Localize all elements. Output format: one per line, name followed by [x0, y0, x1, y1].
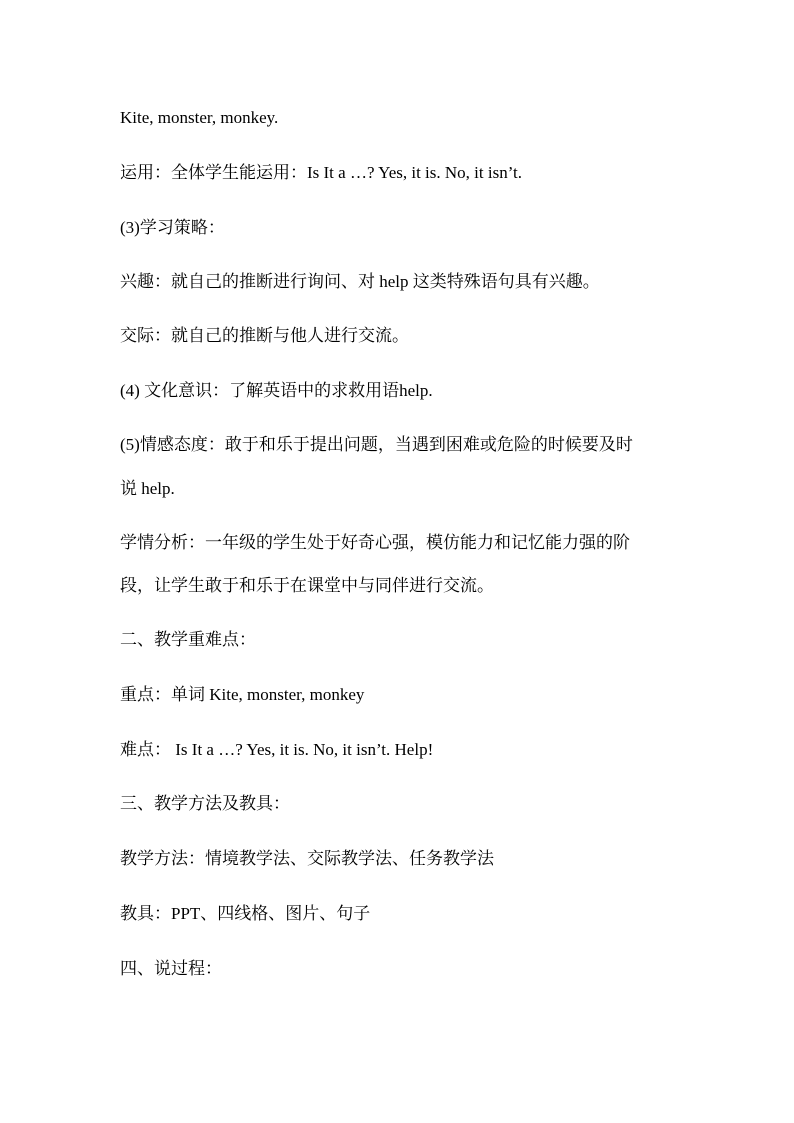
cultural-awareness-line: (4) 文化意识：了解英语中的求救用语help. — [120, 381, 433, 400]
student-analysis-line: 学情分析：一年级的学生处于好奇心强，模仿能力和记忆能力强的阶 — [120, 533, 630, 552]
section-heading-process: 四、说过程： — [120, 959, 222, 978]
difficult-point-line: 难点： Is It a …? Yes, it is. No, it isn’t. Help! — [120, 740, 434, 759]
emotional-attitude-line-continued: 说 help. — [120, 479, 175, 498]
usage-line: 运用：全体学生能运用：Is It a …? Yes, it is. No, it isn’t. — [120, 163, 523, 182]
student-analysis-line-continued: 段，让学生敢于和乐于在课堂中与同伴进行交流。 — [120, 576, 494, 595]
interest-line: 兴趣：就自己的推断进行询问、对 help 这类特殊语句具有兴趣。 — [120, 272, 600, 291]
section-heading-methods: 三、教学方法及教具： — [120, 794, 290, 813]
key-point-line: 重点：单词 Kite, monster, monkey — [120, 685, 365, 704]
teaching-methods-line: 教学方法：情境教学法、交际教学法、任务教学法 — [120, 849, 494, 868]
vocabulary-line: Kite, monster, monkey. — [120, 108, 279, 127]
teaching-aids-line: 教具：PPT、四线格、图片、句子 — [120, 904, 371, 923]
section-heading-key-points: 二、教学重难点： — [120, 630, 256, 649]
emotional-attitude-line: (5)情感态度：敢于和乐于提出问题，当遇到困难或危险的时候要及时 — [120, 435, 633, 454]
learning-strategy-heading: (3)学习策略： — [120, 218, 225, 237]
communication-line: 交际：就自己的推断与他人进行交流。 — [120, 326, 409, 345]
